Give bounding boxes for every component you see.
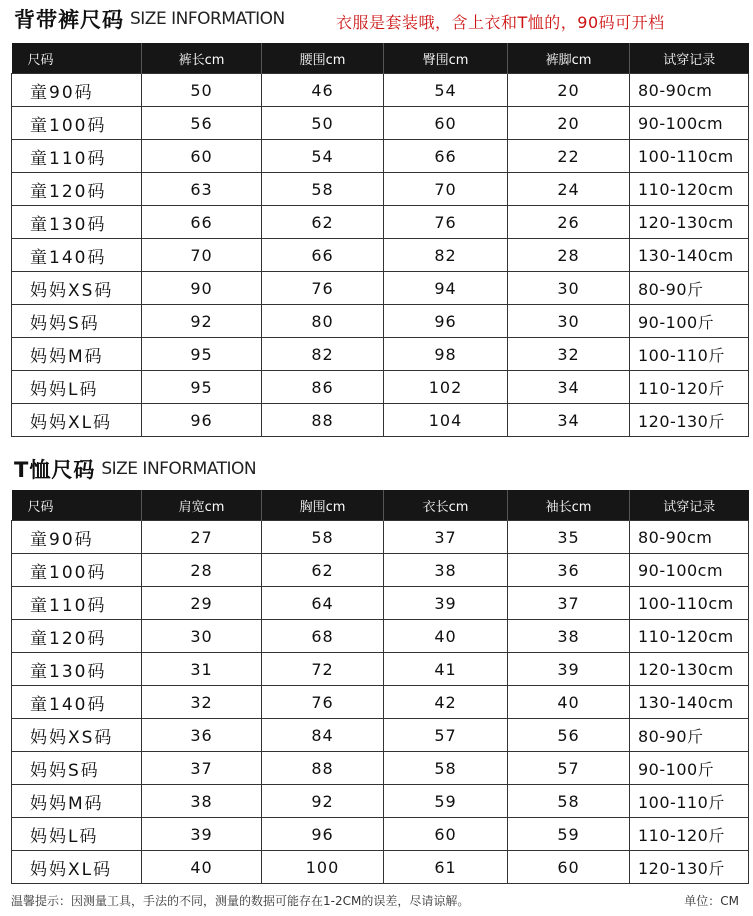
tshirt-cell: 38 xyxy=(508,620,630,653)
table-row xyxy=(12,140,749,173)
table-row xyxy=(12,404,749,437)
pants-cell: 95 xyxy=(142,338,262,371)
table-row xyxy=(12,521,749,554)
pants-cell: 26 xyxy=(508,206,630,239)
pants-cell: 102 xyxy=(384,371,508,404)
table-row xyxy=(12,818,749,851)
pants-cell: 54 xyxy=(262,140,384,173)
pants-section-title xyxy=(14,2,285,36)
tshirt-cell: 40 xyxy=(508,686,630,719)
table-row xyxy=(12,851,749,884)
tshirt-cell: 61 xyxy=(384,851,508,884)
tshirt-cell: 妈妈M码 xyxy=(12,785,142,818)
pants-cell: 94 xyxy=(384,272,508,305)
tshirt-cell: 64 xyxy=(262,587,384,620)
pants-note: 衣服是套装哦，含上衣和T恤的，90码可开档 xyxy=(336,13,665,32)
pants-cell: 110-120cm xyxy=(630,173,749,206)
pants-cell: 50 xyxy=(262,107,384,140)
tshirt-cell: 60 xyxy=(384,818,508,851)
pants-cell: 童130码 xyxy=(12,206,142,239)
tshirt-cell: 42 xyxy=(384,686,508,719)
tshirt-header-cell: 胸围cm xyxy=(262,490,384,521)
tshirt-cell: 96 xyxy=(262,818,384,851)
tshirt-cell: 38 xyxy=(142,785,262,818)
pants-cell: 24 xyxy=(508,173,630,206)
tshirt-header-cell: 袖长cm xyxy=(508,490,630,521)
pants-cell: 95 xyxy=(142,371,262,404)
tshirt-cell: 28 xyxy=(142,554,262,587)
tshirt-cell: 72 xyxy=(262,653,384,686)
tshirt-cell: 120-130cm xyxy=(630,653,749,686)
tshirt-cell: 妈妈XS码 xyxy=(12,719,142,752)
pants-cell: 92 xyxy=(142,305,262,338)
pants-cell: 22 xyxy=(508,140,630,173)
tshirt-cell: 60 xyxy=(508,851,630,884)
tshirt-cell: 58 xyxy=(262,521,384,554)
pants-cell: 28 xyxy=(508,239,630,272)
pants-header-cell: 臀围cm xyxy=(384,43,508,74)
tshirt-cell: 120-130斤 xyxy=(630,851,749,884)
tshirt-size-table xyxy=(11,490,749,884)
pants-cell: 96 xyxy=(384,305,508,338)
pants-cell: 120-130cm xyxy=(630,206,749,239)
pants-cell: 童110码 xyxy=(12,140,142,173)
tshirt-cell: 90-100斤 xyxy=(630,752,749,785)
tshirt-cell: 57 xyxy=(508,752,630,785)
pants-cell: 100-110斤 xyxy=(630,338,749,371)
footer-unit: 单位：CM xyxy=(684,894,739,908)
tshirt-cell: 童100码 xyxy=(12,554,142,587)
pants-cell: 96 xyxy=(142,404,262,437)
table-row xyxy=(12,107,749,140)
pants-cell: 76 xyxy=(384,206,508,239)
table-row xyxy=(12,239,749,272)
tshirt-cell: 39 xyxy=(142,818,262,851)
tshirt-header-cell: 衣长cm xyxy=(384,490,508,521)
pants-cell: 童90码 xyxy=(12,74,142,107)
tshirt-cell: 40 xyxy=(142,851,262,884)
table-row xyxy=(12,173,749,206)
tshirt-cell: 31 xyxy=(142,653,262,686)
tshirt-cell: 童140码 xyxy=(12,686,142,719)
pants-title: 背带裤尺码 xyxy=(14,8,124,32)
pants-cell: 98 xyxy=(384,338,508,371)
tshirt-cell: 40 xyxy=(384,620,508,653)
tshirt-header-cell: 试穿记录 xyxy=(630,490,749,521)
tshirt-cell: 130-140cm xyxy=(630,686,749,719)
pants-cell: 34 xyxy=(508,404,630,437)
tshirt-cell: 36 xyxy=(142,719,262,752)
tshirt-cell: 39 xyxy=(384,587,508,620)
pants-cell: 56 xyxy=(142,107,262,140)
pants-cell: 60 xyxy=(142,140,262,173)
table-row xyxy=(12,653,749,686)
tshirt-section-title xyxy=(14,452,256,486)
pants-header-cell: 腰围cm xyxy=(262,43,384,74)
tshirt-cell: 童90码 xyxy=(12,521,142,554)
pants-cell: 童120码 xyxy=(12,173,142,206)
tshirt-cell: 37 xyxy=(142,752,262,785)
tshirt-cell: 39 xyxy=(508,653,630,686)
pants-cell: 76 xyxy=(262,272,384,305)
tshirt-cell: 59 xyxy=(384,785,508,818)
tshirt-cell: 92 xyxy=(262,785,384,818)
pants-cell: 104 xyxy=(384,404,508,437)
pants-cell: 30 xyxy=(508,272,630,305)
pants-header-cell: 试穿记录 xyxy=(630,43,749,74)
tshirt-cell: 30 xyxy=(142,620,262,653)
pants-cell: 90-100cm xyxy=(630,107,749,140)
tshirt-cell: 100 xyxy=(262,851,384,884)
tshirt-cell: 58 xyxy=(384,752,508,785)
pants-cell: 80 xyxy=(262,305,384,338)
table-row xyxy=(12,752,749,785)
pants-cell: 20 xyxy=(508,107,630,140)
tshirt-cell: 56 xyxy=(508,719,630,752)
tshirt-cell: 32 xyxy=(142,686,262,719)
table-row xyxy=(12,587,749,620)
tshirt-cell: 妈妈XL码 xyxy=(12,851,142,884)
pants-cell: 60 xyxy=(384,107,508,140)
pants-cell: 66 xyxy=(384,140,508,173)
pants-cell: 66 xyxy=(142,206,262,239)
tshirt-cell: 36 xyxy=(508,554,630,587)
pants-cell: 32 xyxy=(508,338,630,371)
tshirt-cell: 35 xyxy=(508,521,630,554)
pants-cell: 90 xyxy=(142,272,262,305)
tshirt-cell: 58 xyxy=(508,785,630,818)
tshirt-cell: 90-100cm xyxy=(630,554,749,587)
pants-cell: 童140码 xyxy=(12,239,142,272)
table-row xyxy=(12,371,749,404)
pants-cell: 妈妈L码 xyxy=(12,371,142,404)
pants-cell: 20 xyxy=(508,74,630,107)
pants-header-cell: 尺码 xyxy=(12,43,142,74)
pants-cell: 童100码 xyxy=(12,107,142,140)
pants-header-cell: 裤长cm xyxy=(142,43,262,74)
pants-cell: 130-140cm xyxy=(630,239,749,272)
pants-cell: 66 xyxy=(262,239,384,272)
tshirt-title: T恤尺码 xyxy=(14,458,96,482)
tshirt-cell: 80-90cm xyxy=(630,521,749,554)
pants-cell: 80-90斤 xyxy=(630,272,749,305)
table-row xyxy=(12,305,749,338)
pants-cell: 90-100斤 xyxy=(630,305,749,338)
pants-cell: 63 xyxy=(142,173,262,206)
tshirt-cell: 37 xyxy=(384,521,508,554)
tshirt-cell: 68 xyxy=(262,620,384,653)
tshirt-header-row xyxy=(12,490,749,521)
table-row xyxy=(12,206,749,239)
table-row xyxy=(12,719,749,752)
tshirt-header-cell: 尺码 xyxy=(12,490,142,521)
tshirt-cell: 59 xyxy=(508,818,630,851)
tshirt-cell: 110-120cm xyxy=(630,620,749,653)
tshirt-cell: 童120码 xyxy=(12,620,142,653)
tshirt-cell: 88 xyxy=(262,752,384,785)
table-row xyxy=(12,785,749,818)
table-row xyxy=(12,74,749,107)
footer-note: 温馨提示：因测量工具，手法的不同，测量的数据可能存在1-2CM的误差，尽请谅解。 xyxy=(11,894,470,908)
tshirt-cell: 57 xyxy=(384,719,508,752)
tshirt-cell: 37 xyxy=(508,587,630,620)
pants-cell: 妈妈XS码 xyxy=(12,272,142,305)
pants-header-row xyxy=(12,43,749,74)
pants-cell: 58 xyxy=(262,173,384,206)
pants-cell: 80-90cm xyxy=(630,74,749,107)
tshirt-cell: 100-110cm xyxy=(630,587,749,620)
table-row xyxy=(12,338,749,371)
tshirt-cell: 童110码 xyxy=(12,587,142,620)
tshirt-title-en: SIZE INFORMATION xyxy=(101,459,257,479)
pants-cell: 50 xyxy=(142,74,262,107)
pants-cell: 62 xyxy=(262,206,384,239)
pants-size-table xyxy=(11,43,749,437)
tshirt-cell: 41 xyxy=(384,653,508,686)
pants-title-en: SIZE INFORMATION xyxy=(130,9,285,29)
tshirt-cell: 80-90斤 xyxy=(630,719,749,752)
pants-header-cell: 裤脚cm xyxy=(508,43,630,74)
pants-cell: 100-110cm xyxy=(630,140,749,173)
pants-cell: 110-120斤 xyxy=(630,371,749,404)
tshirt-cell: 妈妈L码 xyxy=(12,818,142,851)
tshirt-cell: 76 xyxy=(262,686,384,719)
tshirt-cell: 妈妈S码 xyxy=(12,752,142,785)
pants-cell: 妈妈S码 xyxy=(12,305,142,338)
pants-cell: 34 xyxy=(508,371,630,404)
tshirt-header-cell: 肩宽cm xyxy=(142,490,262,521)
table-row xyxy=(12,272,749,305)
tshirt-cell: 110-120斤 xyxy=(630,818,749,851)
table-row xyxy=(12,554,749,587)
pants-cell: 妈妈M码 xyxy=(12,338,142,371)
pants-cell: 妈妈XL码 xyxy=(12,404,142,437)
pants-cell: 70 xyxy=(142,239,262,272)
tshirt-cell: 84 xyxy=(262,719,384,752)
table-row xyxy=(12,620,749,653)
tshirt-cell: 38 xyxy=(384,554,508,587)
tshirt-cell: 62 xyxy=(262,554,384,587)
pants-cell: 82 xyxy=(384,239,508,272)
tshirt-cell: 29 xyxy=(142,587,262,620)
tshirt-cell: 童130码 xyxy=(12,653,142,686)
table-row xyxy=(12,686,749,719)
tshirt-cell: 27 xyxy=(142,521,262,554)
pants-cell: 30 xyxy=(508,305,630,338)
pants-cell: 82 xyxy=(262,338,384,371)
pants-cell: 46 xyxy=(262,74,384,107)
tshirt-cell: 100-110斤 xyxy=(630,785,749,818)
pants-cell: 120-130斤 xyxy=(630,404,749,437)
pants-cell: 86 xyxy=(262,371,384,404)
pants-cell: 70 xyxy=(384,173,508,206)
pants-cell: 88 xyxy=(262,404,384,437)
pants-cell: 54 xyxy=(384,74,508,107)
